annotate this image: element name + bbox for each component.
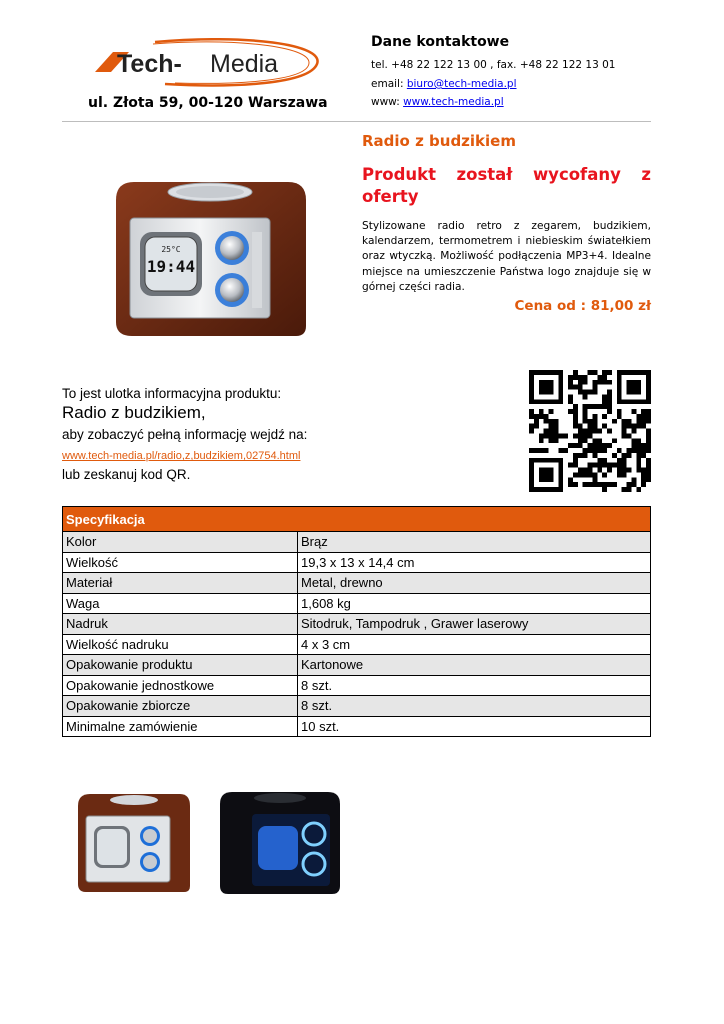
spec-value: Metal, drewno (298, 573, 651, 594)
spec-value: 10 szt. (298, 716, 651, 737)
spec-key: Waga (63, 593, 298, 614)
spec-row (63, 614, 651, 635)
withdrawn-notice (362, 164, 651, 208)
spec-key: Opakowanie jednostkowe (63, 675, 298, 696)
qr-code (529, 370, 651, 492)
email-link[interactable]: biuro@tech-media.pl (406, 78, 517, 90)
withdrawn-line-1: Produkt został wycofany z (362, 165, 651, 184)
spec-key: Wielkość nadruku (63, 634, 298, 655)
product-price: Cena od : 81,00 zł (514, 298, 651, 314)
company-address: ul. Złota 59, 00-120 Warszawa (88, 95, 328, 111)
leaflet-product-name: Radio z budzikiem, (62, 403, 206, 422)
svg-text:Tech-: Tech- (117, 50, 182, 78)
leaflet-qr-hint: lub zeskanuj kod QR. (62, 467, 191, 482)
spec-value: Kartonowe (298, 655, 651, 676)
www-label: www: (371, 96, 404, 108)
spec-row (63, 532, 651, 553)
spec-value: 19,3 x 13 x 14,4 cm (298, 552, 651, 573)
spec-row (63, 593, 651, 614)
phone-fax-line: tel. +48 22 122 13 00 , fax. +48 22 122 13 01 (371, 59, 616, 71)
spec-table (62, 506, 651, 737)
product-description: Stylizowane radio retro z zegarem, budzikiem, kalendarzem, termometrem i niebieskim światełkiem oraz wtyczką. Możliwość podłączenia MP3+4. Idealne miejsce na umieszczenie Państwa logo znajduje się w górnej części radia. (362, 220, 651, 293)
spec-value: Brąz (298, 532, 651, 553)
spec-key: Opakowanie produktu (63, 655, 298, 676)
spec-value: 8 szt. (298, 675, 651, 696)
spec-key: Wielkość (63, 552, 298, 573)
spec-row (63, 716, 651, 737)
header-divider (62, 121, 651, 122)
svg-text:19:44: 19:44 (146, 257, 196, 276)
email-line (371, 78, 517, 90)
spec-row (63, 552, 651, 573)
product-name: Radio z budzikiem (362, 132, 516, 150)
spec-value: 8 szt. (298, 696, 651, 717)
leaflet-intro: To jest ulotka informacyjna produktu: (62, 386, 282, 401)
email-label: email: (371, 78, 407, 90)
svg-text:Media: Media (210, 50, 279, 78)
spec-value: 1,608 kg (298, 593, 651, 614)
product-url-link[interactable]: www.tech-media.pl/radio,z,budzikiem,02754.html (62, 450, 301, 462)
svg-text:25°C: 25°C (161, 245, 181, 254)
spec-title: Specyfikacja (63, 507, 651, 532)
spec-row (63, 696, 651, 717)
product-image (92, 140, 332, 370)
spec-value: Sitodruk, Tampodruk , Grawer laserowy (298, 614, 651, 635)
www-line (371, 96, 504, 108)
product-thumbnail-brown[interactable] (62, 770, 204, 910)
withdrawn-line-2: oferty (362, 187, 419, 206)
spec-key: Nadruk (63, 614, 298, 635)
spec-value: 4 x 3 cm (298, 634, 651, 655)
spec-key: Materiał (63, 573, 298, 594)
product-thumbnail-black[interactable] (206, 770, 348, 910)
spec-row (63, 655, 651, 676)
leaflet-instruction: aby zobaczyć pełną informację wejdź na: (62, 427, 308, 442)
spec-row (63, 634, 651, 655)
spec-key: Opakowanie zbiorcze (63, 696, 298, 717)
spec-key: Minimalne zamówienie (63, 716, 298, 737)
spec-key: Kolor (63, 532, 298, 553)
tech-media-logo (95, 38, 320, 88)
spec-row (63, 675, 651, 696)
contact-title: Dane kontaktowe (371, 34, 510, 50)
www-link[interactable]: www.tech-media.pl (403, 96, 504, 108)
spec-row (63, 573, 651, 594)
